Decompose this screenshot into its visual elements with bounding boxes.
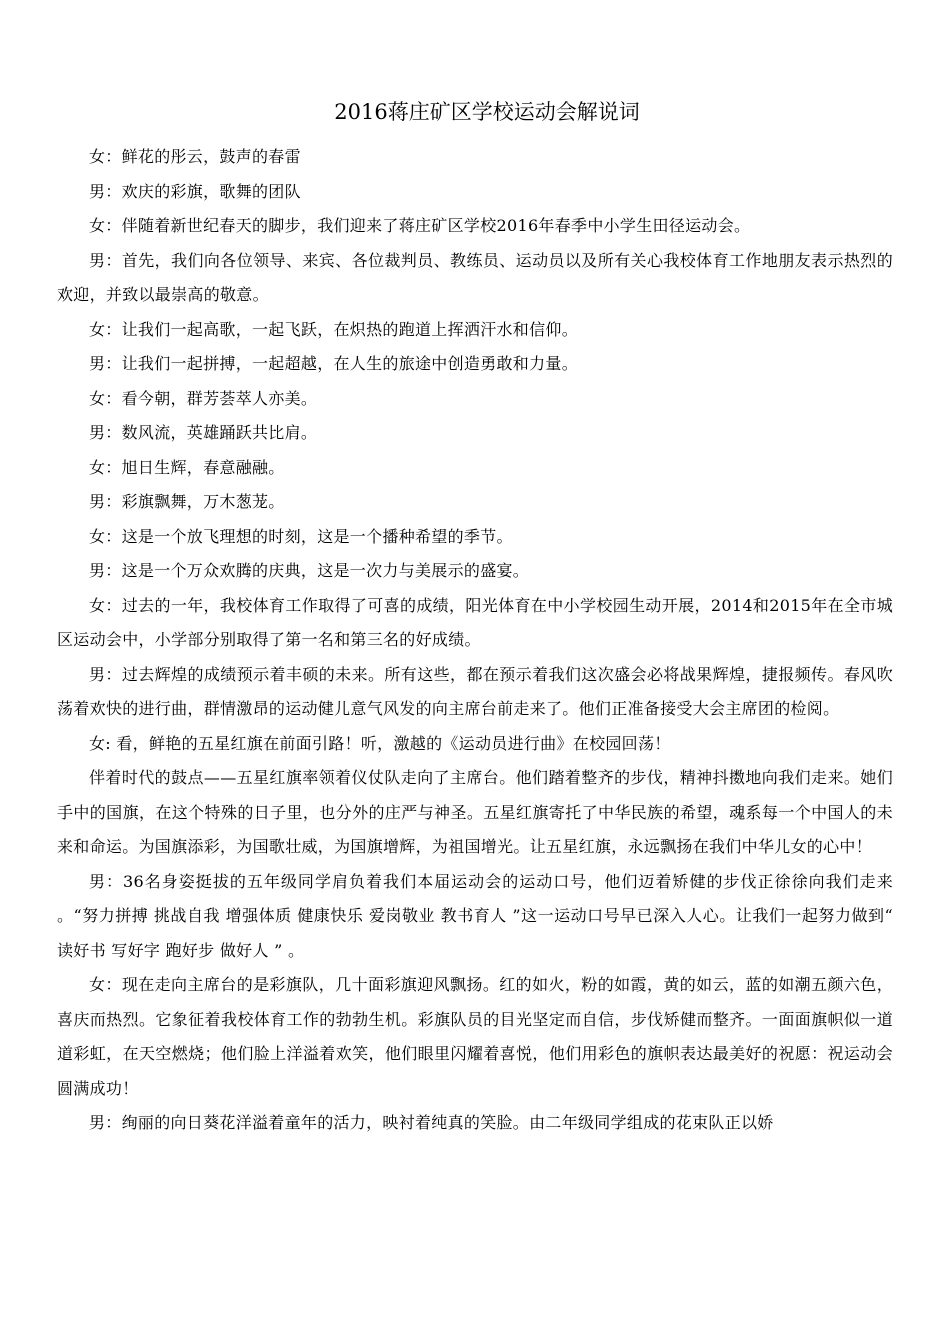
paragraph: 男：欢庆的彩旗，歌舞的团队 (89, 181, 301, 201)
paragraph: 男：36名身姿挺拔的五年级同学肩负着我们本届运动会的运动口号，他们迈着矫健的步伐正徐徐向我们走来 。“努力拼搏 挑战自我 增强体质 健康快乐 爱岗敬业 教书育人 ”这一运动口号早已深入人心。让我们一起努力做到“ 读好书 写好字 跑好步 做好人 ” 。 (57, 871, 893, 960)
paragraph: 男：数风流，英雄踊跃共比肩。 (89, 423, 318, 442)
document-page (57, 92, 893, 1141)
paragraph: 女：过去的一年，我校体育工作取得了可喜的成绩，阳光体育在中小学校园生动开展，2014和2015年在全市城区运动会中，小学部分别取得了第一名和第三名的好成绩。 (57, 595, 893, 649)
paragraph: 男：让我们一起拼搏，一起超越，在人生的旅途中创造勇敢和力量。 (89, 354, 579, 373)
document-body (57, 140, 893, 1141)
paragraph: 女：让我们一起高歌，一起飞跃，在炽热的跑道上挥洒汗水和信仰。 (89, 319, 579, 339)
paragraph: 女：鲜花的彤云，鼓声的春雷 (89, 147, 301, 166)
paragraph: 女：看今朝，群芳荟萃人亦美。 (89, 388, 318, 408)
paragraph: 女：旭日生辉，春意融融。 (89, 457, 285, 477)
paragraph: 男：这是一个万众欢腾的庆典，这是一次力与美展示的盛宴。 (89, 561, 530, 580)
paragraph: 男：绚丽的向日葵花洋溢着童年的活力，映衬着纯真的笑脸。由二年级同学组成的花束队正以娇 (89, 1113, 774, 1132)
paragraph: 男：首先，我们向各位领导、来宾、各位裁判员、教练员、运动员以及所有关心我校体育工作地朋友表示热烈的欢迎，并致以最崇高的敬意。 (57, 250, 893, 304)
paragraph: 男：过去辉煌的成绩预示着丰硕的未来。所有这些，都在预示着我们这次盛会必将战果辉煌，捷报频传。春风吹荡着欢快的进行曲，群情激昂的运动健儿意气风发的向主席台前走来了。他们正准备接受大会主席团的检阅。 (57, 664, 893, 718)
paragraph: 女: 看，鲜艳的五星红旗在前面引路！听，激越的《运动员进行曲》在校园回荡！ (89, 733, 671, 753)
paragraph: 女：现在走向主席台的是彩旗队，几十面彩旗迎风飘扬。红的如火，粉的如霞，黄的如云，蓝的如潮五颜六色，喜庆而热烈。它象征着我校体育工作的勃勃生机。彩旗队员的目光坚定而自信，步伐矫健而整齐。一面面旗帜似一道道彩虹，在天空燃烧；他们脸上洋溢着欢笑，他们眼里闪耀着喜悦，他们用彩色的旗帜表达最美好的祝愿：祝运动会圆满成功！ (57, 975, 893, 1098)
paragraph: 女：伴随着新世纪春天的脚步，我们迎来了蒋庄矿区学校2016年春季中小学生田径运动会。 (89, 216, 751, 235)
document-title: 2016蒋庄矿区学校运动会解说词 (334, 100, 640, 124)
paragraph: 男：彩旗飘舞，万木葱茏。 (89, 492, 285, 511)
paragraph: 伴着时代的鼓点——五星红旗率领着仪仗队走向了主席台。他们踏着整齐的步伐，精神抖擞地向我们走来。她们手中的国旗，在这个特殊的日子里，也分外的庄严与神圣。五星红旗寄托了中华民族的希望，魂系每一个中国人的未来和命运。为国旗添彩，为国歌壮威，为国旗增辉，为祖国增光。让五星红旗，永远飘扬在我们中华儿女的心中！ (57, 768, 893, 856)
paragraph: 女：这是一个放飞理想的时刻，这是一个播种希望的季节。 (89, 526, 513, 546)
